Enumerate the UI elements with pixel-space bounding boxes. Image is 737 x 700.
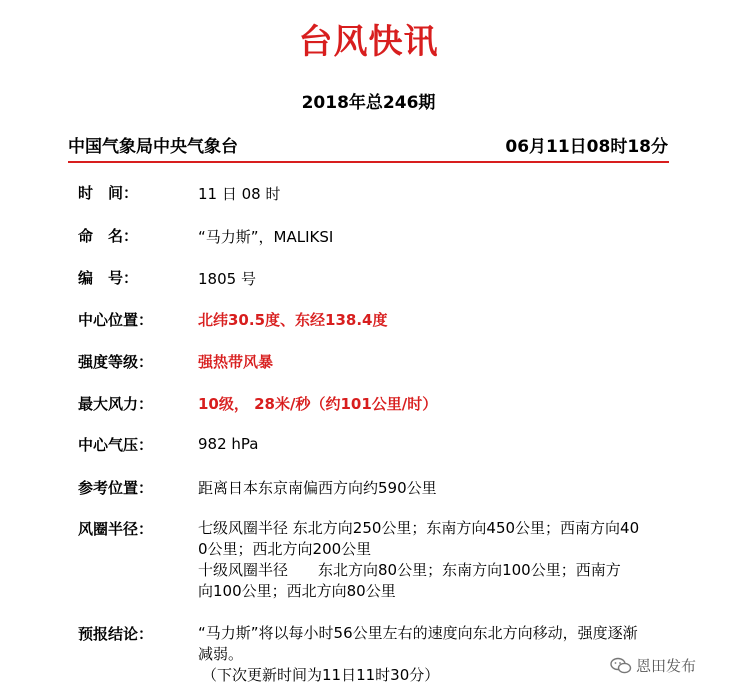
page-title: 台风快讯 [298, 22, 439, 62]
wind-radius-line: 七级风圈半径 东北方向250公里；东南方向450公里；西南方向40 [198, 519, 640, 537]
name-label: 命 名： [78, 227, 139, 245]
center-position-label: 中心位置： [78, 311, 154, 329]
org-name: 中国气象局中央气象台 [68, 137, 238, 157]
wind-radius-line: 十级风圈半径 东北方向80公里；东南方向100公里；西南方 [198, 561, 621, 579]
name-value: “马力斯”，MALIKSI [198, 228, 334, 246]
forecast-line: （下次更新时间为11日11时30分） [202, 666, 440, 684]
number-label: 编 号： [78, 269, 139, 287]
wechat-icon [610, 657, 632, 675]
wind-radius-label: 风圈半径： [78, 520, 154, 538]
forecast-line: “马力斯”将以每小时56公里左右的速度向东北方向移动，强度逐渐 [198, 624, 638, 642]
forecast-value [198, 623, 668, 686]
publish-datetime: 06月11日08时18分 [505, 137, 668, 157]
watermark [610, 655, 696, 676]
watermark-text: 恩田发布 [636, 657, 697, 675]
time-label: 时 间： [78, 184, 139, 202]
center-position-value: 北纬30.5度、东经138.4度 [198, 311, 388, 329]
wind-radius-line: 0公里；西北方向200公里 [198, 540, 372, 558]
divider-line [68, 161, 669, 163]
header-row [68, 132, 668, 157]
number-value: 1805 号 [198, 270, 256, 288]
intensity-value: 强热带风暴 [198, 353, 274, 371]
wind-radius-line: 向100公里；西北方向80公里 [198, 582, 396, 600]
reference-position-value: 距离日本东京南偏西方向约590公里 [198, 479, 437, 497]
pressure-value: 982 hPa [198, 435, 259, 453]
wind-radius-value [198, 518, 668, 602]
max-wind-value: 10级， 28米/秒（约101公里/时） [198, 395, 438, 413]
pressure-label: 中心气压： [78, 436, 154, 454]
time-value: 11 日 08 时 [198, 185, 281, 203]
issue-number: 2018年总246期 [301, 93, 436, 113]
forecast-line: 减弱。 [198, 645, 244, 663]
intensity-label: 强度等级： [78, 353, 154, 371]
reference-position-label: 参考位置： [78, 479, 154, 497]
forecast-label: 预报结论： [78, 625, 154, 643]
max-wind-label: 最大风力： [78, 395, 154, 413]
